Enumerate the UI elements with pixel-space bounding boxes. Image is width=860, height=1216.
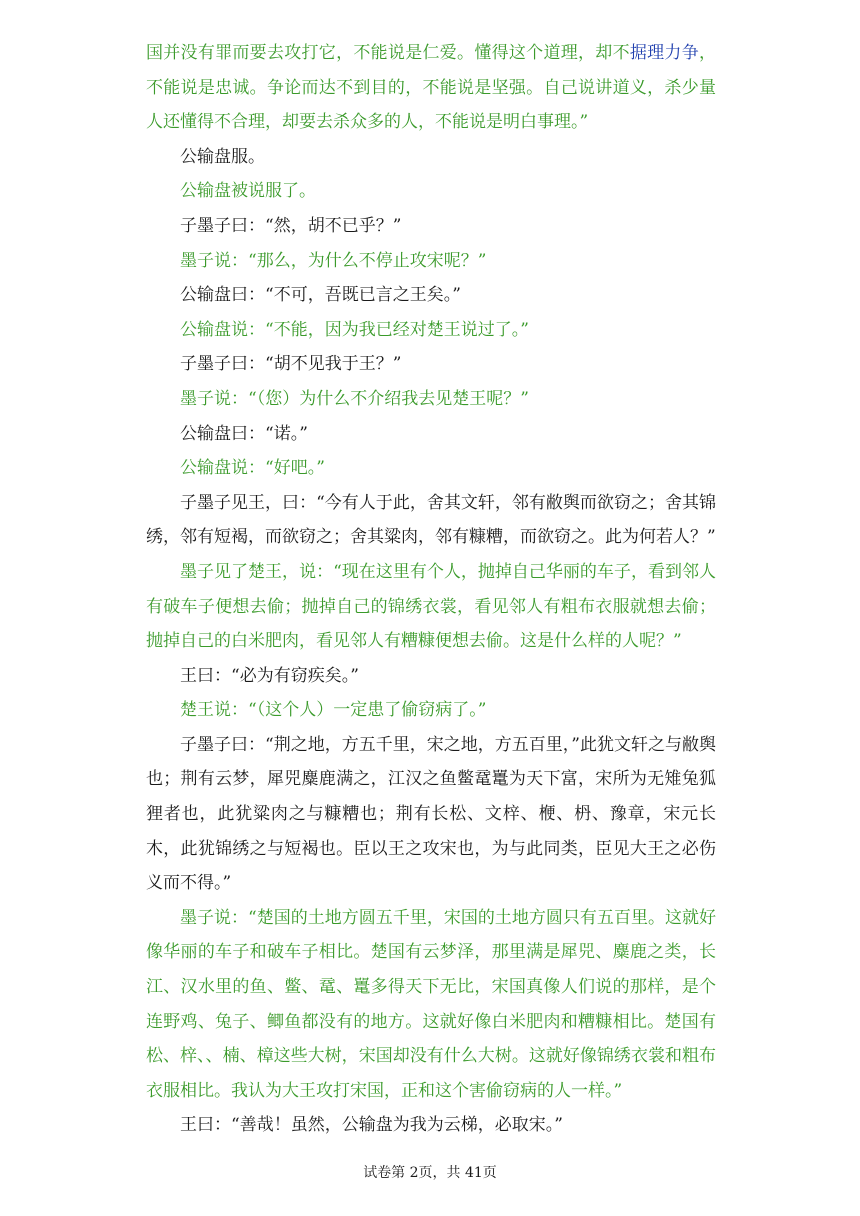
paragraph-translation: 公输盘说：“不能，因为我已经对楚王说过了。” bbox=[180, 319, 529, 340]
paragraph-original: 子墨子见王，曰：“今有人于此，舍其文轩，邻有敝舆而欲窃之；舍其锦绣，邻有短褐，而欲窃之；舍其粱肉，邻有糠糟，而欲窃之。此为何若人？” bbox=[146, 492, 716, 548]
page-footer: 试卷第 2页，共 41页 bbox=[363, 1165, 497, 1181]
paragraph-original: 公输盘曰：“诺。” bbox=[180, 423, 308, 444]
paragraph-original: 子墨子曰：“胡不见我于王？” bbox=[180, 354, 402, 375]
paragraph-original: 王曰：“必为有窃疾矣。” bbox=[180, 665, 359, 686]
paragraph-translation: 墨子见了楚王，说：“现在这里有个人，抛掉自己华丽的车子，看到邻人有破车子便想去偷；抛掉自己的锦绣衣裳，看见邻人有粗布衣服就想去偷；抛掉自己的白米肥肉，看见邻人有糟糠便想去偷。这是什么样的人呢？” bbox=[146, 561, 716, 652]
paragraph-original: 公输盘服。 bbox=[180, 146, 265, 167]
paragraph-translation-continued bbox=[146, 36, 716, 140]
translation-text: 国并没有罪而要去攻打它，不能说是仁爱。懂得这个道理，却不 bbox=[146, 43, 630, 63]
paragraph-translation: 公输盘被说服了。 bbox=[180, 181, 316, 202]
translation-text: ，不能说是忠诚。争论而达不到目的，不能说是坚强。自己说讲道义，杀少量人还懂得不合理，却要去杀众多的人，不能说是明白事理。” bbox=[146, 43, 716, 133]
paragraph-translation: 墨子说：“那么，为什么不停止攻宋呢？” bbox=[180, 250, 487, 271]
paragraph-original: 王曰：“善哉！虽然，公输盘为我为云梯，必取宋。” bbox=[180, 1115, 563, 1136]
paragraph-translation: 楚王说：“（这个人）一定患了偷窃病了。” bbox=[180, 700, 487, 721]
paragraph-translation: 公输盘说：“好吧。” bbox=[180, 458, 325, 479]
document-body bbox=[146, 36, 716, 1143]
paragraph-original: 子墨子曰：“荆之地，方五千里，宋之地，方五百里，”此犹文轩之与敝舆也；荆有云梦，犀兕麋鹿满之，江汉之鱼鳖鼋鼍为天下富，宋所为无雉兔狐狸者也，此犹粱肉之与糠糟也；荆有长松、文梓、楩、枬、豫章，宋元长木，此犹锦绣之与短褐也。臣以王之攻宋也，为与此同类，臣见大王之必伤义而不得。” bbox=[146, 734, 716, 894]
paragraph-original: 公输盘曰：“不可，吾既已言之王矣。” bbox=[180, 285, 461, 306]
paragraph-translation: 墨子说：“（您）为什么不介绍我去见楚王呢？” bbox=[180, 388, 529, 409]
highlighted-phrase: 据理力争 bbox=[629, 43, 699, 63]
paragraph-original: 子墨子曰：“然，胡不已乎？” bbox=[180, 215, 402, 236]
paragraph-translation: 墨子说：“楚国的土地方圆五千里，宋国的土地方圆只有五百里。这就好像华丽的车子和破车子相比。楚国有云梦泽，那里满是犀兕、麋鹿之类，长江、汉水里的鱼、鳖、鼋、鼍多得天下无比，宋国真像人们说的那样，是个连野鸡、兔子、鲫鱼都没有的地方。这就好像白米肥肉和糟糠相比。楚国有松、梓、、楠、樟这些大树，宋国却没有什么大树。这就好像锦绣衣裳和粗布衣服相比。我认为大王攻打宋国，正和这个害偷窃病的人一样。” bbox=[146, 907, 716, 1101]
